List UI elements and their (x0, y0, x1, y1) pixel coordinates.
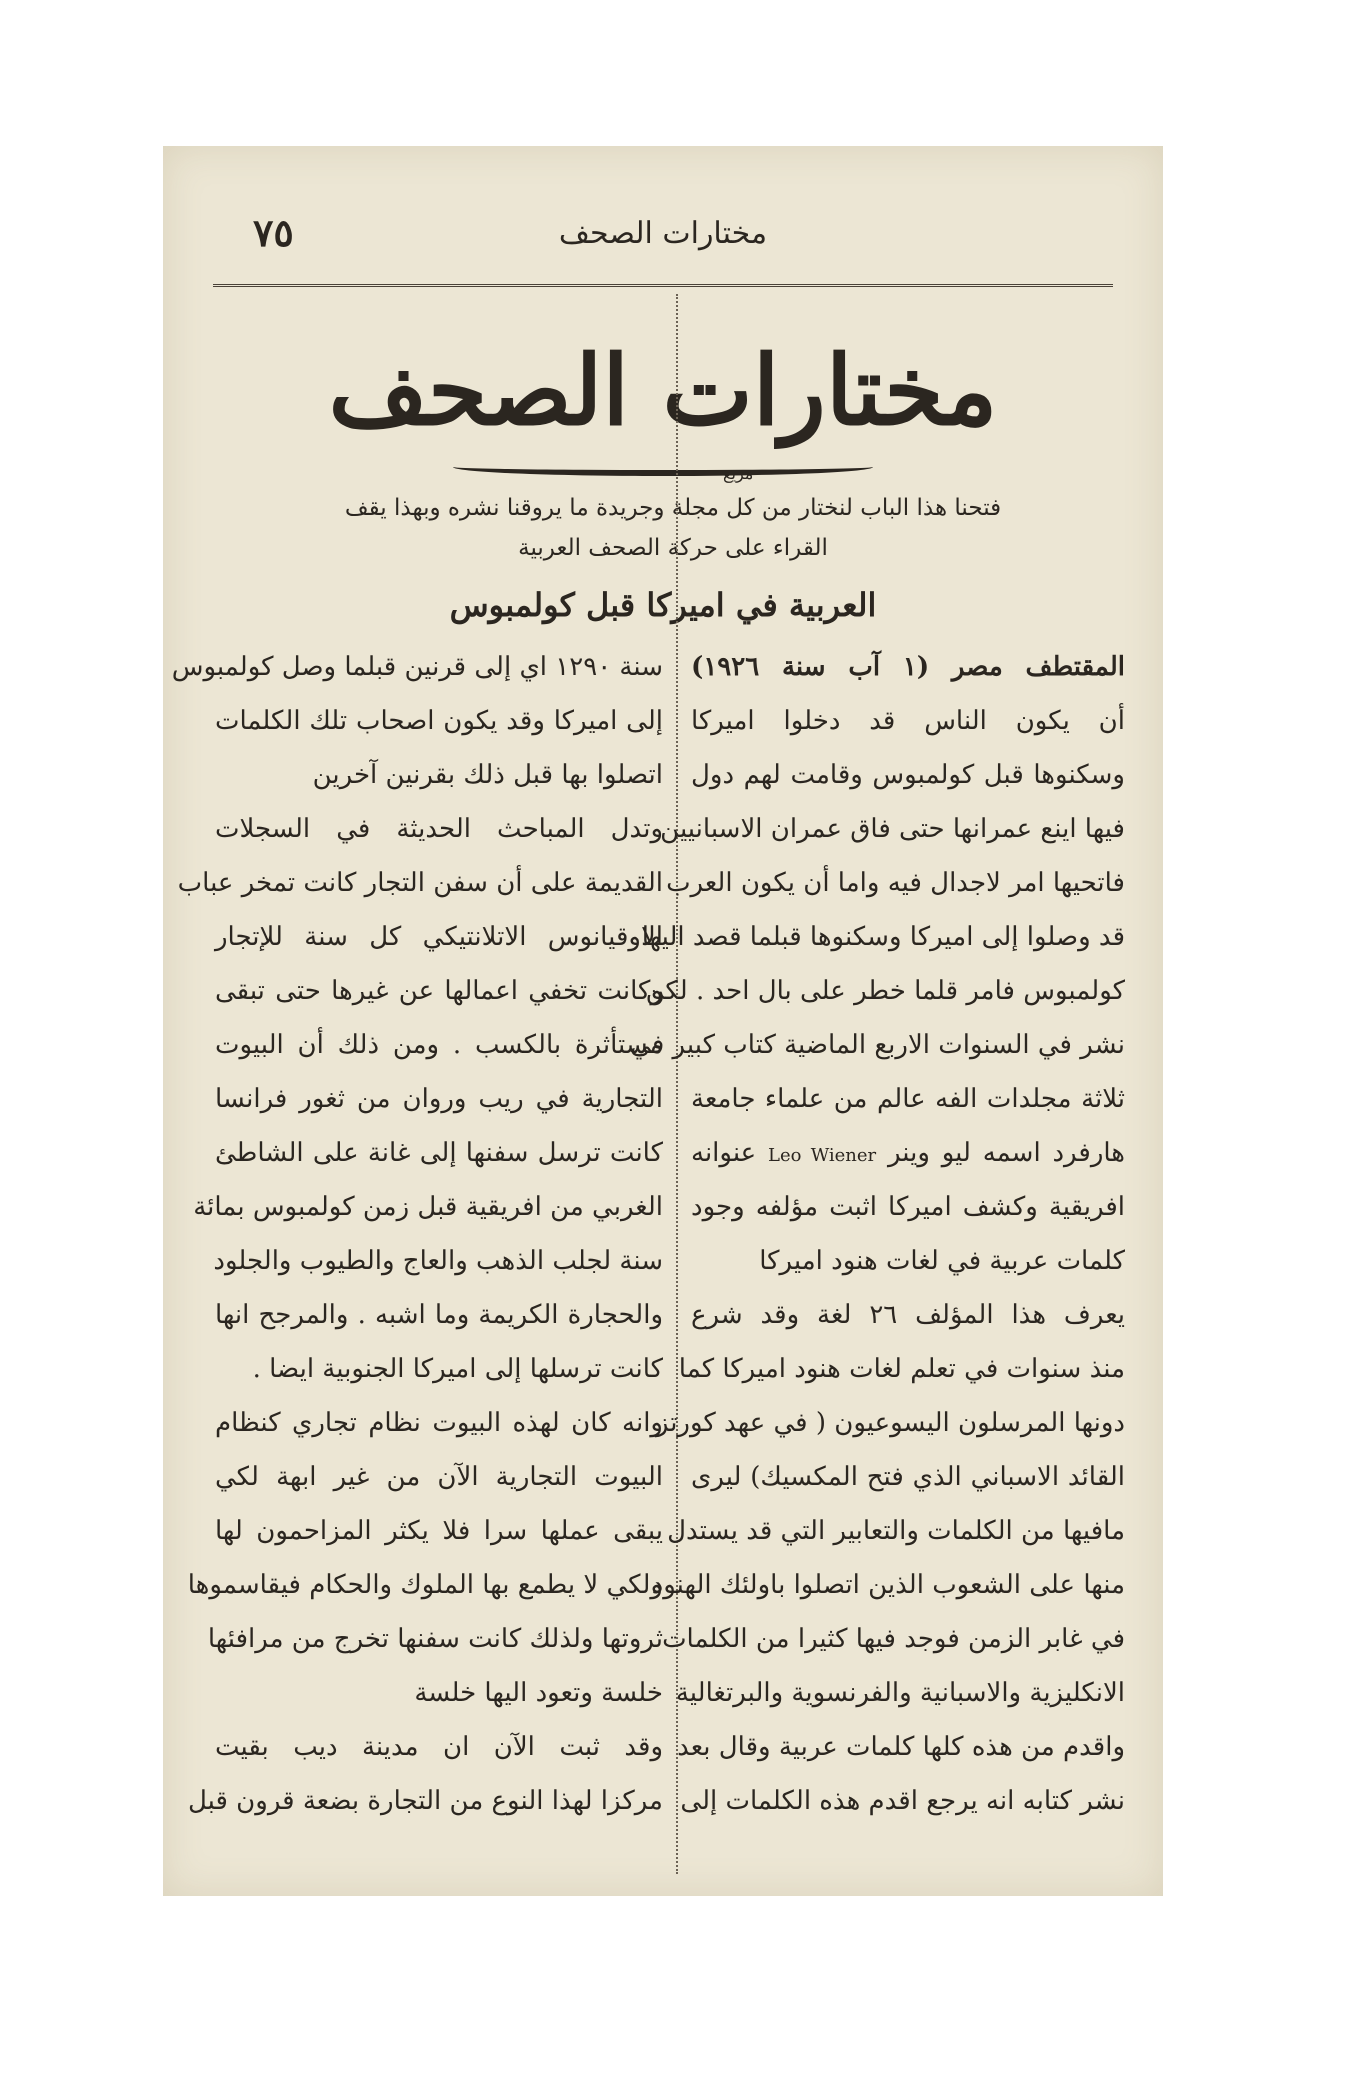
intro-line: القراء على حركة الصحف العربية (518, 535, 828, 561)
section-intro (303, 488, 1043, 568)
text-segment: عنوانه (691, 1138, 757, 1168)
text-line: مستأثرة بالكسب . ومن ذلك أن البيوت (215, 1030, 663, 1060)
header-rule (213, 284, 1113, 287)
text-line: كلمات عربية في لغات هنود اميركا (759, 1246, 1125, 1276)
masthead-flourish (453, 458, 873, 476)
text-line: كانت ترسل سفنها إلى غانة على الشاطئ (215, 1138, 663, 1168)
text-line: كانت ترسلها إلى اميركا الجنوبية ايضا . (252, 1354, 663, 1384)
text-line-with-latin (691, 1126, 1125, 1180)
text-line: وسكنوها قبل كولمبوس وقامت لهم دول (691, 760, 1125, 790)
text-line: قد وصلوا إلى اميركا وسكنوها قبلما قصد اليها (641, 922, 1125, 952)
text-line: منها على الشعوب الذين اتصلوا باولئك الهنود (651, 1570, 1125, 1600)
section-masthead: مختارات الصحف (328, 334, 998, 447)
intro-line: فتحنا هذا الباب لنختار من كل مجلة وجريدة ما يروقنا نشره وبهذا يقف (344, 495, 1002, 521)
text-line: التجارية في ريب وروان من ثغور فرانسا (215, 1084, 663, 1114)
text-line: مركزا لهذا النوع من التجارة بضعة قرون قبل (187, 1786, 663, 1816)
text-line: سنة لجلب الذهب والعاج والطيوب والجلود (213, 1246, 663, 1276)
text-line: وانه كان لهذه البيوت نظام تجاري كنظام (215, 1408, 663, 1438)
text-line: الاوقيانوس الاتلانتيكي كل سنة للإتجار (215, 922, 663, 952)
running-title: مختارات الصحف (558, 216, 768, 251)
text-line: ولكي لا يطمع بها الملوك والحكام فيقاسموها (187, 1570, 663, 1600)
text-line: سنة ١٢٩٠ اي إلى قرنين قبلما وصل كولمبوس (171, 652, 663, 682)
text-line: نشر كتابه انه يرجع اقدم هذه الكلمات إلى (680, 1786, 1125, 1816)
text-segment: هارفرد اسمه ليو وينر (887, 1138, 1126, 1168)
text-line: يعرف هذا المؤلف ٢٦ لغة وقد شرع (691, 1300, 1125, 1330)
source-line: المقتطف مصر (١ آب سنة ١٩٢٦) (691, 652, 1125, 682)
text-line: إلى اميركا وقد يكون اصحاب تلك الكلمات (215, 706, 663, 736)
latin-name: Leo Wiener (768, 1145, 877, 1166)
right-column (630, 640, 1126, 1828)
left-column (171, 640, 663, 1828)
text-line: الغربي من افريقية قبل زمن كولمبوس بمائة (193, 1192, 663, 1222)
text-line: أن يكون الناس قد دخلوا اميركا (691, 706, 1125, 736)
text-line: والحجارة الكريمة وما اشبه . والمرجح انها (215, 1300, 663, 1330)
text-line: ثروتها ولذلك كانت سفنها تخرج من مرافئها (207, 1624, 663, 1654)
text-line: الانكليزية والاسبانية والفرنسوية والبرتغالية (675, 1678, 1125, 1708)
text-line: كولمبوس فامر قلما خطر على بال احد . لكن (645, 976, 1125, 1006)
text-line: القديمة على أن سفن التجار كانت تمخر عباب (177, 868, 663, 898)
text-line: وقد ثبت الآن ان مدينة ديب بقيت (215, 1732, 663, 1762)
author-mark: مريع (723, 464, 754, 483)
text-line: افريقية وكشف اميركا اثبت مؤلفه وجود (691, 1192, 1125, 1222)
text-line: مافيها من الكلمات والتعابير التي قد يستدل (667, 1516, 1125, 1546)
text-line: واقدم من هذه كلها كلمات عربية وقال بعد (677, 1732, 1125, 1762)
text-line: دونها المرسلون اليسوعيون ( في عهد كورتز (655, 1408, 1125, 1438)
text-line: القائد الاسباني الذي فتح المكسيك) ليرى (691, 1462, 1125, 1492)
text-line: يبقى عملها سرا فلا يكثر المزاحمون لها (215, 1516, 663, 1546)
page-number: ٧٥ (253, 210, 294, 255)
text-line: نشر في السنوات الاربع الماضية كتاب كبير في (630, 1030, 1125, 1060)
text-line: خلسة وتعود اليها خلسة (414, 1678, 663, 1708)
text-line: البيوت التجارية الآن من غير ابهة لكي (215, 1462, 663, 1492)
text-line: ثلاثة مجلدات الفه عالم من علماء جامعة (691, 1084, 1125, 1114)
text-line: في غابر الزمن فوجد فيها كثيرا من الكلمات (662, 1624, 1125, 1654)
text-line: وتدل المباحث الحديثة في السجلات (215, 814, 663, 844)
text-line: وكانت تخفي اعمالها عن غيرها حتى تبقى (215, 976, 663, 1006)
text-line: فيها اينع عمرانها حتى فاق عمران الاسبانيين (660, 814, 1125, 844)
text-line: منذ سنوات في تعلم لغات هنود اميركا كما (678, 1354, 1125, 1384)
article-title: العربية في اميركا قبل كولمبوس (449, 586, 877, 624)
text-line: فاتحيها امر لاجدال فيه واما أن يكون العرب (666, 868, 1125, 898)
running-head (223, 208, 1103, 258)
text-line: اتصلوا بها قبل ذلك بقرنين آخرين (312, 760, 663, 790)
scanned-page (163, 146, 1163, 1896)
